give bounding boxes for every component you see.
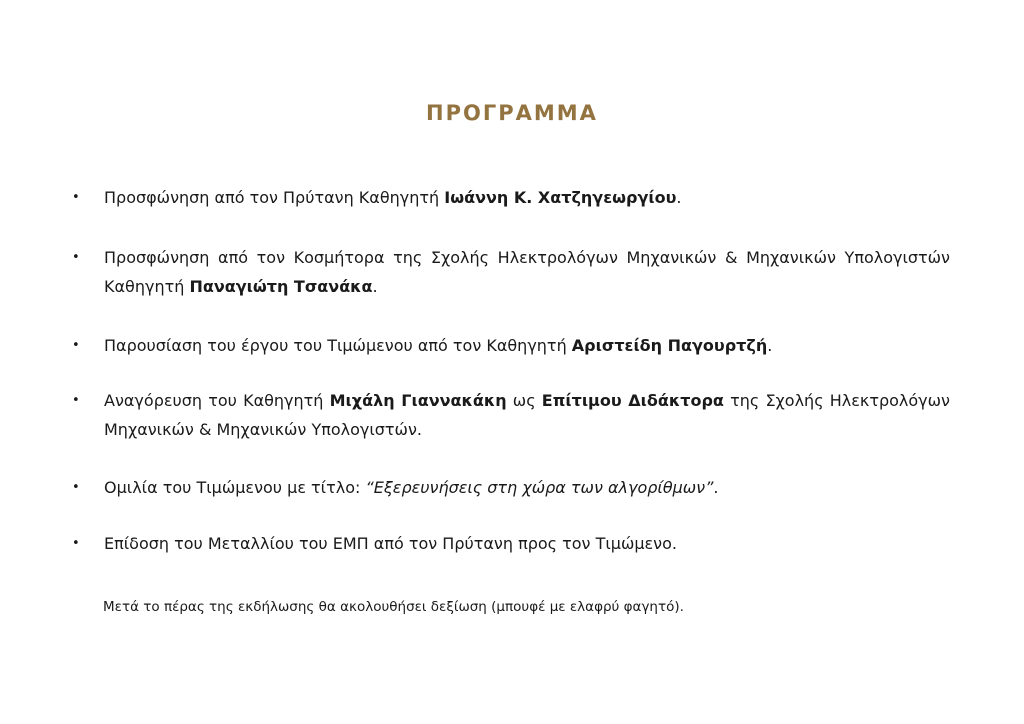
item-text-normal: . <box>713 478 719 497</box>
program-item-2 <box>72 243 950 301</box>
item-text-normal: Παρουσίαση του έργου του Τιμώμενου από τον Καθηγητή <box>104 336 572 355</box>
speaker-name: Αριστείδη Παγουρτζή <box>571 336 768 355</box>
bullet-icon: • <box>72 536 80 551</box>
lecture-title: “Εξερευνήσεις στη χώρα των αλγορίθμων” <box>365 478 714 497</box>
item-text-normal: . <box>767 336 773 355</box>
item-text-normal: της Σχολής Ηλεκτρολόγων Μηχανικών & Μηχανικών Υπολογιστών. <box>104 391 950 439</box>
item-text-normal: Ομιλία του Τιμώμενου με τίτλο: <box>104 478 366 497</box>
item-text-normal: Προσφώνηση από τον Πρύτανη Καθηγητή <box>104 188 445 207</box>
item-text-normal: . <box>676 188 682 207</box>
speaker-name: Ιωάννη Κ. Χατζηγεωργίου <box>444 188 677 207</box>
item-text-normal: Επίδοση του Μεταλλίου του ΕΜΠ από τον Πρύτανη προς τον Τιμώμενο. <box>104 534 677 553</box>
reception-note: Μετά το πέρας της εκδήλωσης θα ακολουθήσει δεξίωση (μπουφέ με ελαφρύ φαγητό). <box>103 599 684 615</box>
speaker-name: Παναγιώτη Τσανάκα <box>189 277 373 296</box>
bullet-icon: • <box>72 480 80 495</box>
program-item-3 <box>72 331 950 360</box>
item-text-normal: Προσφώνηση από τον Κοσμήτορα της Σχολής Ηλεκτρολόγων Μηχανικών & Μηχανικών Υπολογιστών Καθηγητή <box>104 248 950 296</box>
program-item-5 <box>72 473 950 502</box>
honorary-title: Επίτιμου Διδάκτορα <box>541 391 724 410</box>
bullet-icon: • <box>72 190 80 205</box>
bullet-icon: • <box>72 393 80 408</box>
item-text-normal: ως <box>506 391 542 410</box>
bullet-icon: • <box>72 338 80 353</box>
item-text-normal: . <box>372 277 378 296</box>
honoree-name: Μιχάλη Γιαννακάκη <box>329 391 507 410</box>
program-item-4 <box>72 386 950 444</box>
program-item-6 <box>72 529 950 558</box>
bullet-icon: • <box>72 250 80 265</box>
program-item-1 <box>72 183 950 212</box>
item-text-normal: Αναγόρευση του Καθηγητή <box>104 391 330 410</box>
page-title: ΠΡΟΓΡΑΜΜΑ <box>426 101 598 125</box>
